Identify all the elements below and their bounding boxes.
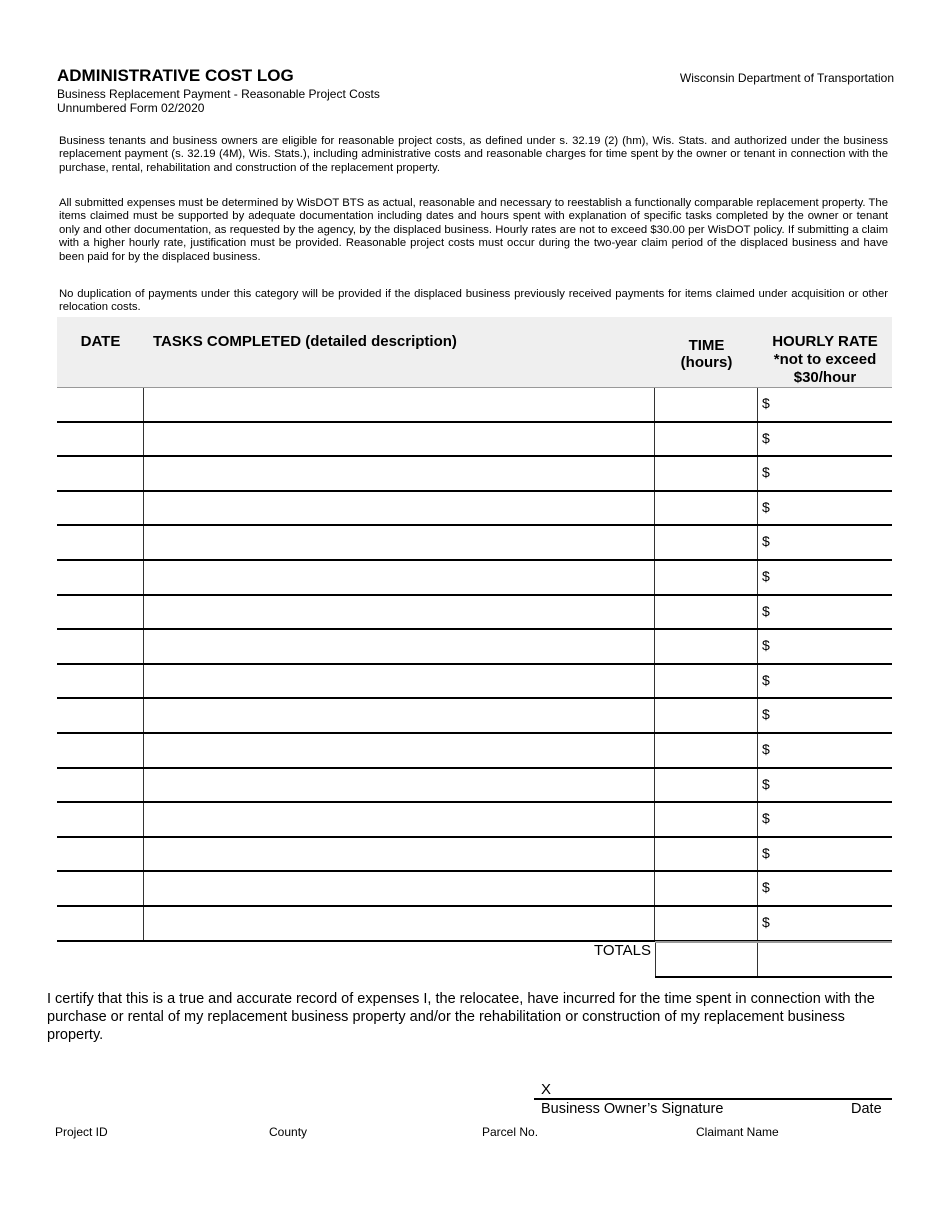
task-cell[interactable] xyxy=(144,734,655,767)
table-row xyxy=(57,699,892,734)
totals-row xyxy=(655,941,892,978)
expenses-paragraph: All submitted expenses must be determined by WisDOT BTS as actual, reasonable and necessary to reestablish a functionally comparable replacement property. The items claimed must be supported by adequate documentation including dates and hours spent with explanation of specific tasks completed by the owner or tenant only and other documentation, as requested by the agency, by the displaced business. Hourly rates are not to exceed $30.00 per WisDOT policy. If submitting a claim with a higher hourly rate, justification must be provided. Reasonable project costs must occur during the two-year claim period of the displaced business and have been paid for by the displaced business. xyxy=(59,197,888,263)
time-cell[interactable] xyxy=(655,457,758,490)
county-label: County xyxy=(269,1125,308,1139)
task-cell[interactable] xyxy=(144,526,655,559)
rate-cell[interactable]: $ xyxy=(762,429,770,446)
date-cell[interactable] xyxy=(57,596,144,629)
table-row xyxy=(57,734,892,769)
signature-line[interactable] xyxy=(534,1098,892,1100)
rate-cell[interactable]: $ xyxy=(762,533,770,550)
rate-cell[interactable]: $ xyxy=(762,810,770,827)
rate-cell[interactable]: $ xyxy=(762,602,770,619)
table-row xyxy=(57,872,892,907)
header-date xyxy=(57,317,145,388)
header-rate-limit: $30/hour xyxy=(793,369,857,386)
date-cell[interactable] xyxy=(57,561,144,594)
time-cell[interactable] xyxy=(655,630,758,663)
form-subtitle: Business Replacement Payment - Reasonable Project Costs xyxy=(57,87,380,101)
rate-cell[interactable]: $ xyxy=(762,464,770,481)
form-title: ADMINISTRATIVE COST LOG xyxy=(57,66,294,85)
date-cell[interactable] xyxy=(57,803,144,836)
task-cell[interactable] xyxy=(144,907,655,940)
rate-cell[interactable]: $ xyxy=(762,498,770,515)
rate-cell[interactable]: $ xyxy=(762,706,770,723)
date-cell[interactable] xyxy=(57,907,144,940)
date-cell[interactable] xyxy=(57,492,144,525)
rate-cell[interactable]: $ xyxy=(762,395,770,411)
table-row xyxy=(57,838,892,873)
header-time-unit: (hours) xyxy=(680,354,733,371)
date-cell[interactable] xyxy=(57,388,144,421)
task-cell[interactable] xyxy=(144,492,655,525)
date-cell[interactable] xyxy=(57,838,144,871)
claimant-name-label: Claimant Name xyxy=(696,1125,779,1139)
date-cell[interactable] xyxy=(57,699,144,732)
task-cell[interactable] xyxy=(144,665,655,698)
table-row xyxy=(57,492,892,527)
total-rate-field[interactable] xyxy=(758,943,892,976)
signature-label: Business Owner’s Signature xyxy=(541,1101,724,1117)
rate-cell[interactable]: $ xyxy=(762,671,770,688)
table-row xyxy=(57,388,892,423)
total-time-field[interactable] xyxy=(655,943,758,976)
table-row xyxy=(57,769,892,804)
date-cell[interactable] xyxy=(57,423,144,456)
duplication-paragraph: No duplication of payments under this category will be provided if the displaced business previously received payments for items claimed under acquisition or other relocation costs. xyxy=(59,288,888,314)
table-row xyxy=(57,596,892,631)
time-cell[interactable] xyxy=(655,803,758,836)
rate-cell[interactable]: $ xyxy=(762,879,770,896)
signature-date-label: Date xyxy=(851,1101,882,1117)
task-cell[interactable] xyxy=(144,596,655,629)
time-cell[interactable] xyxy=(655,526,758,559)
date-cell[interactable] xyxy=(57,630,144,663)
header-time xyxy=(655,317,759,388)
header-rate xyxy=(758,317,892,388)
time-cell[interactable] xyxy=(655,907,758,940)
header-tasks xyxy=(144,317,656,388)
time-cell[interactable] xyxy=(655,838,758,871)
totals-label: TOTALS xyxy=(594,942,651,959)
date-cell[interactable] xyxy=(57,457,144,490)
task-cell[interactable] xyxy=(144,388,655,421)
time-cell[interactable] xyxy=(655,388,758,421)
parcel-label: Parcel No. xyxy=(482,1125,539,1139)
time-cell[interactable] xyxy=(655,769,758,802)
task-cell[interactable] xyxy=(144,423,655,456)
task-cell[interactable] xyxy=(144,630,655,663)
header-tasks-label: TASKS COMPLETED (detailed description) xyxy=(153,333,457,350)
table-row xyxy=(57,457,892,492)
task-cell[interactable] xyxy=(144,561,655,594)
rate-cell[interactable]: $ xyxy=(762,637,770,654)
signature-mark: X xyxy=(541,1081,552,1098)
task-cell[interactable] xyxy=(144,803,655,836)
task-cell[interactable] xyxy=(144,838,655,871)
date-cell[interactable] xyxy=(57,872,144,905)
table-row xyxy=(57,423,892,458)
table-row xyxy=(57,526,892,561)
date-cell[interactable] xyxy=(57,526,144,559)
time-cell[interactable] xyxy=(655,699,758,732)
header-rate-note: *not to exceed xyxy=(773,351,877,368)
date-cell[interactable] xyxy=(57,769,144,802)
task-cell[interactable] xyxy=(144,872,655,905)
task-cell[interactable] xyxy=(144,769,655,802)
eligibility-paragraph: Business tenants and business owners are eligible for reasonable project costs, as defined under s. 32.19 (2) (hm), Wis. Stats. and authorized under the business replacement payment (s. 32.19 (4M), Wis. Stats.), including administrative costs and reasonable charges for time spent by the owner or tenant in connection with the purchase, rental, rehabilitation and construction of the replacement property. xyxy=(59,135,888,174)
table-row xyxy=(57,561,892,596)
project-id-label: Project ID xyxy=(55,1125,108,1139)
header-rate-label: HOURLY RATE xyxy=(772,333,878,350)
rate-cell[interactable]: $ xyxy=(762,775,770,792)
rate-cell[interactable]: $ xyxy=(762,844,770,861)
agency-name: Wisconsin Department of Transportation xyxy=(679,71,894,85)
time-cell[interactable] xyxy=(655,734,758,767)
rate-cell[interactable]: $ xyxy=(762,741,770,757)
rate-cell[interactable]: $ xyxy=(762,568,770,584)
time-cell[interactable] xyxy=(655,561,758,594)
form-number: Unnumbered Form 02/2020 xyxy=(57,101,205,115)
rate-cell[interactable]: $ xyxy=(762,914,770,930)
table-row xyxy=(57,630,892,665)
date-cell[interactable] xyxy=(57,665,144,698)
time-cell[interactable] xyxy=(655,596,758,629)
header-time-label: TIME xyxy=(688,337,725,354)
time-cell[interactable] xyxy=(655,872,758,905)
time-cell[interactable] xyxy=(655,423,758,456)
time-cell[interactable] xyxy=(655,665,758,698)
date-cell[interactable] xyxy=(57,734,144,767)
header-date-label: DATE xyxy=(80,333,121,350)
task-cell[interactable] xyxy=(144,457,655,490)
table-row xyxy=(57,665,892,700)
certification-statement: I certify that this is a true and accurate record of expenses I, the relocatee, have incurred for the time spent in connection with the purchase or rental of my replacement business property and/or the rehabilitation or construction of my replacement business property. xyxy=(47,991,875,1043)
time-cell[interactable] xyxy=(655,492,758,525)
table-row xyxy=(57,803,892,838)
table-row xyxy=(57,907,892,942)
task-cell[interactable] xyxy=(144,699,655,732)
